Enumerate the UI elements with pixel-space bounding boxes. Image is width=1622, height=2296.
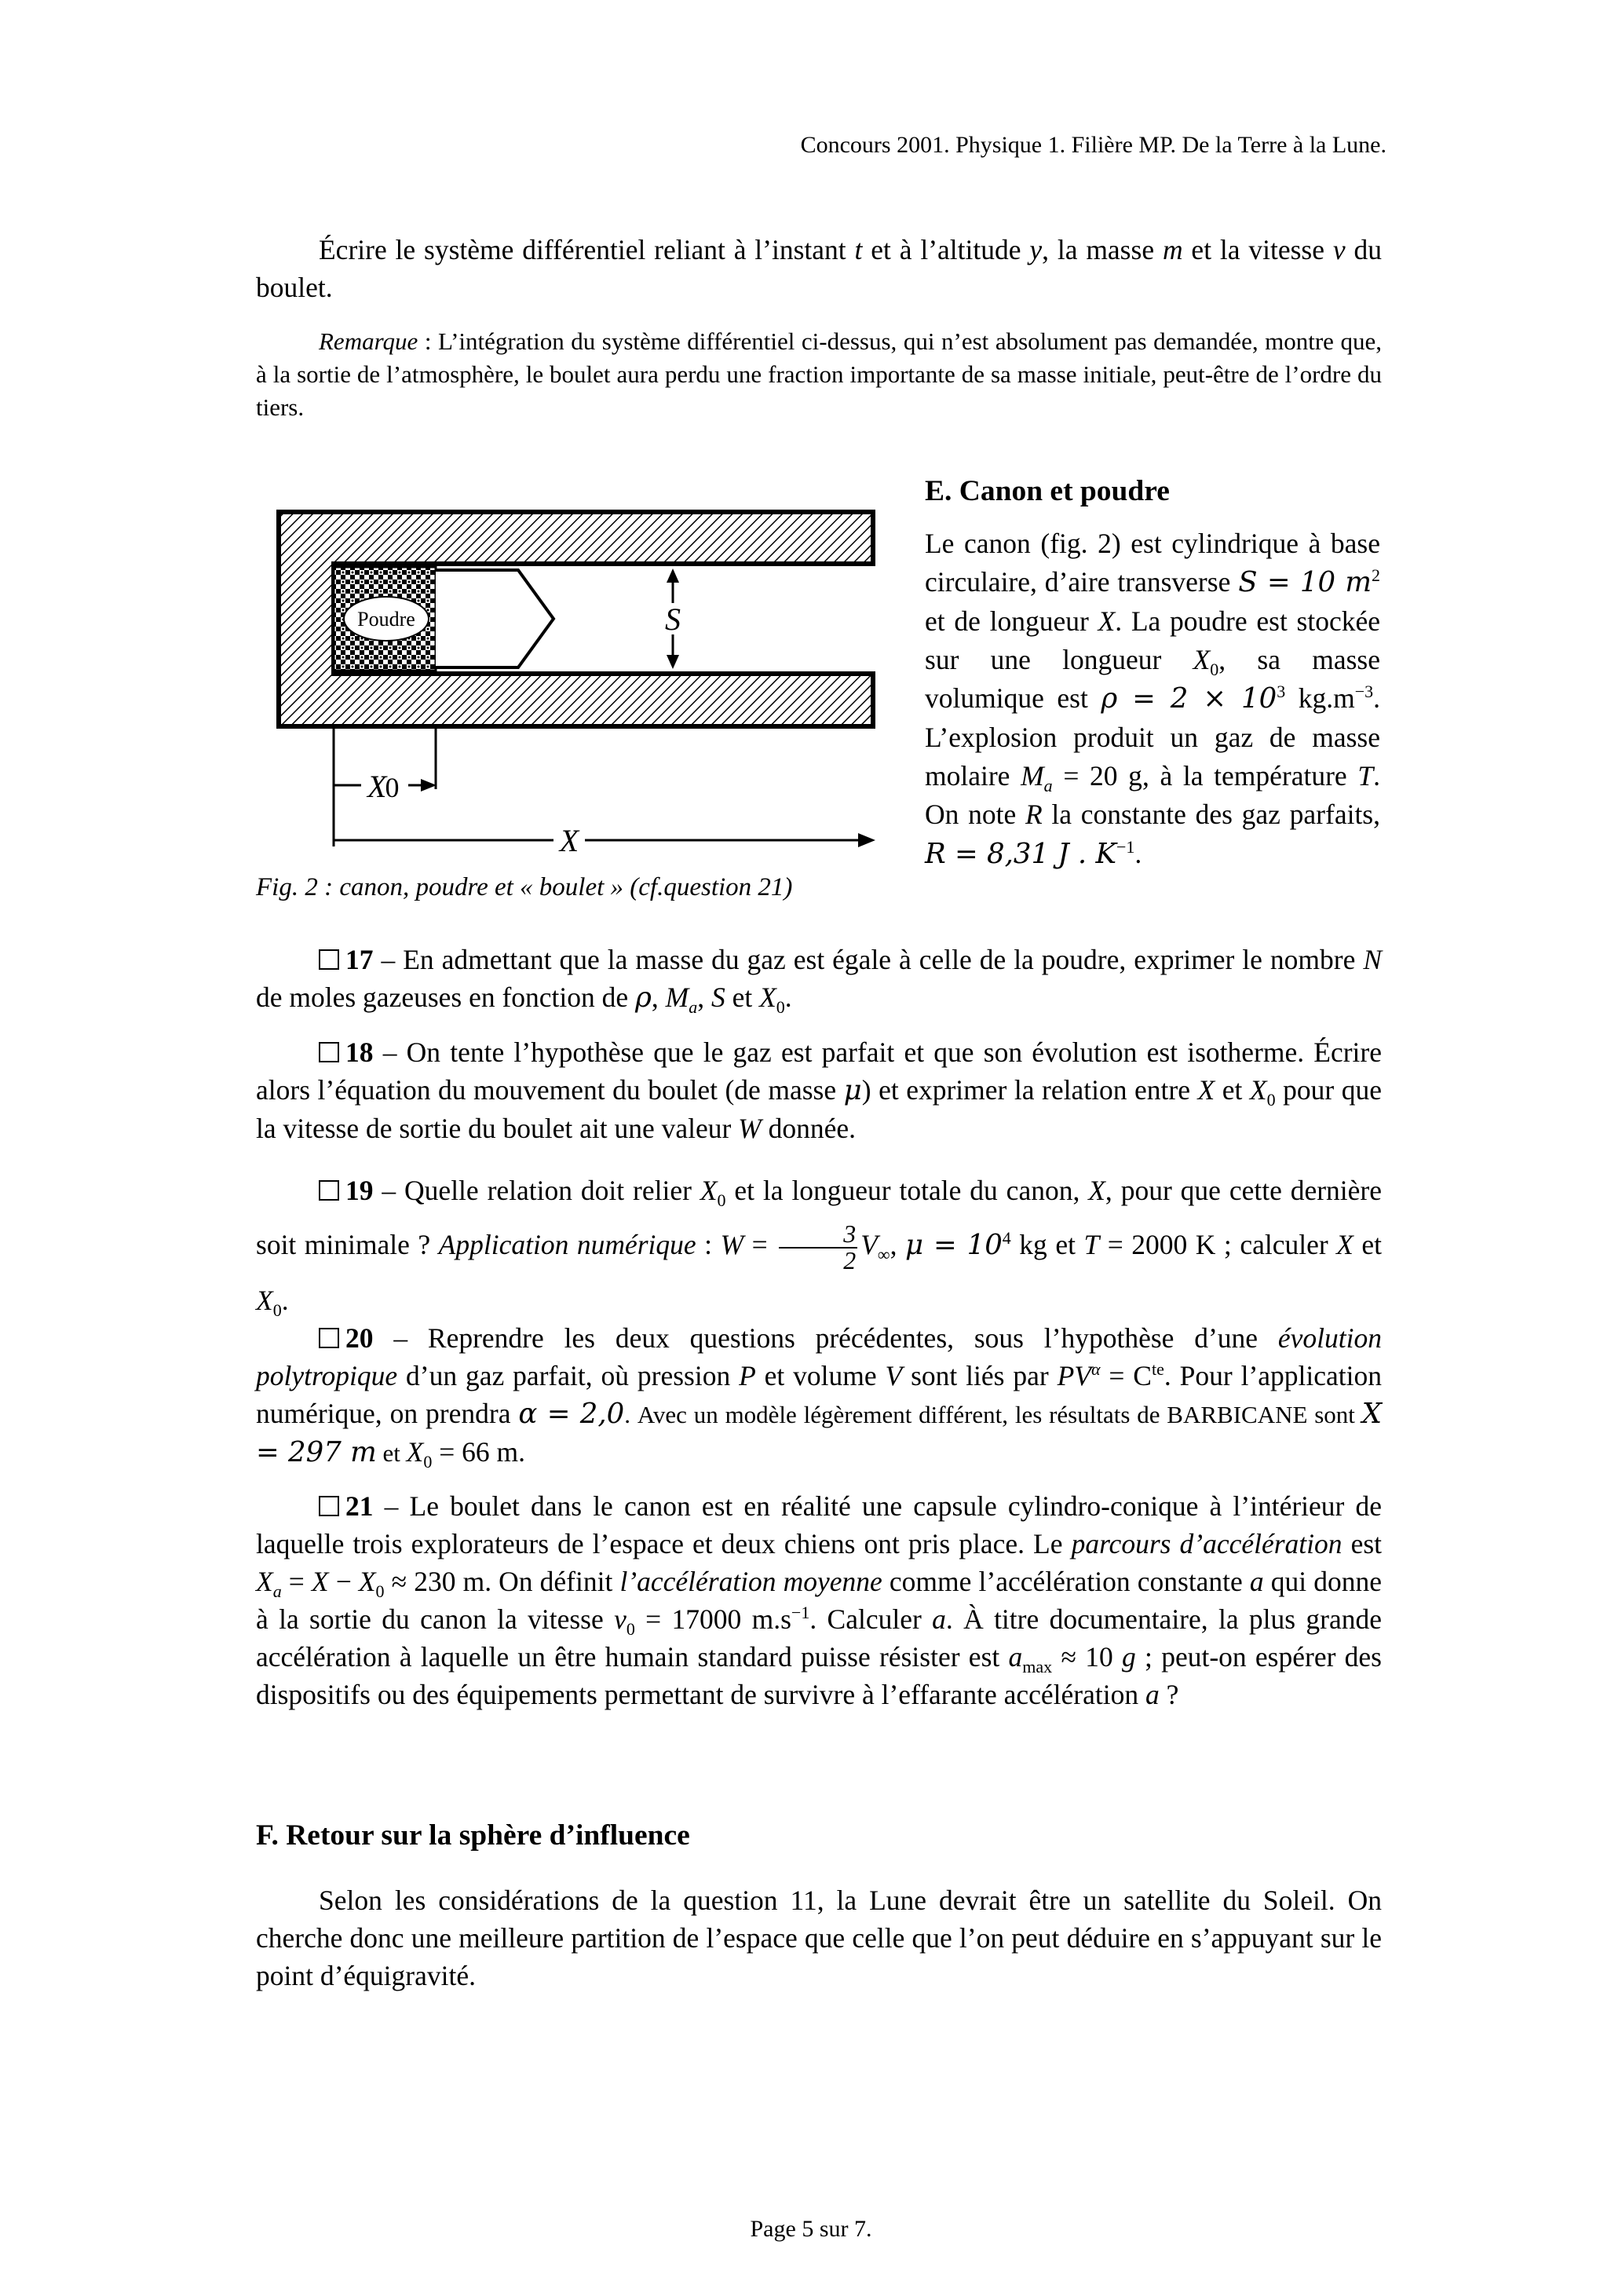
checkbox-icon — [319, 1328, 339, 1348]
page-header: Concours 2001. Physique 1. Filière MP. De la Terre à la Lune. — [800, 132, 1386, 158]
question-18: 18 – On tente l’hypothèse que le gaz est parfait et que son évolution est isotherme. Écrire alors l’équation du mouvement du boulet (de masse μ) et exprimer la relation entre X et $X_0$ pour que la vitesse de sortie du boulet ait une valeur W donnée. — [256, 1036, 1382, 1145]
question-21: 21 – Le boulet dans le canon est en réalité une capsule cylindro-conique à l’intérieur de laquelle trois explorateurs de l’espace et deux chiens ont pris place. Le parcours d’accélération est $X_a = X - X_0 \approx 230$ m. On définit l’accélération moyenne comme l’accélération constante a qui donne à la sortie du canon la vitesse $v_0 = 17000$ $m.s^{-1}$. Calculer a. À titre documentaire, la plus grande accélération à laquelle un être humain standard puisse résister est $a_{max} \approx 10$ g ; peut-on espérer des dispositifs ou des équipements permettant de survivre à l’effarante accélération a ? — [256, 1490, 1383, 1711]
section-f-text: Selon les considérations de la question 11, la Lune devrait être un satellite du Soleil. On cherche donc une meilleure partition de l’espace que celle que l’on peut déduire en s’appuyant sur le point d’équigravité. — [256, 1885, 1382, 1992]
cannon-figure — [251, 495, 903, 864]
figure-caption: Fig. 2 : canon, poudre et « boulet » (cf.question 21) — [256, 873, 793, 901]
checkbox-icon — [319, 1180, 339, 1201]
checkbox-icon — [319, 1042, 339, 1062]
section-f-title: F. Retour sur la sphère d’influence — [256, 1819, 690, 1852]
question-20: 20 – Reprendre les deux questions précédentes, sous l’hypothèse d’une évolution polytropique d’un gaz parfait, où pression P et volume V sont liés par $PV^\alpha = C^{te}$. Pour l’application numérique, on prendra α = 2,0. Avec un modèle légèrement différent, les résultats de BARBICANE sont X = 297 m et $X_0 = 66$ m. — [256, 1322, 1382, 1472]
remark-paragraph: Remarque : L’intégration du système différentiel ci-dessus, qui n’est absolument pas demandée, montre que, à la sortie de l’atmosphère, le boulet aura perdu une fraction importante de sa masse initiale, peut-être de l’ordre du tiers. — [256, 327, 1382, 422]
question-19: 19 – Quelle relation doit relier $X_0$ et la longueur totale du canon, X, pour que cette dernière soit minimale ? Application numérique : W = $\frac{3}{2}$ $V_\infty$, $\mu = 10^4$ kg et T = 2000 K ; calculer X et $X_0$. — [256, 1175, 1382, 1321]
page-number: Page 5 sur 7. — [750, 2216, 872, 2242]
x0-label: X0 — [367, 769, 400, 804]
checkbox-icon — [319, 949, 339, 970]
x-label: X — [559, 823, 579, 858]
section-e-text: Le canon (fig. 2) est cylindrique à base circulaire, d’aire transverse S = 10 $m^2$ et de longueur X. La poudre est stockée sur une longueur $X_0$, sa masse volumique est $\rho = 2 \times 10^3$ $kg.m^{-3}$. L’explosion produit un gaz de masse molaire $M_a = 20$ g, à la température T. On note R la constante des gaz parfaits, R = 8,31 J . $K^{-1}$. — [925, 528, 1381, 870]
section-e-title: E. Canon et poudre — [925, 475, 1170, 507]
checkbox-icon — [319, 1496, 339, 1516]
question-17: 17 – En admettant que la masse du gaz est égale à celle de la poudre, exprimer le nombre N de moles gazeuses en fonction de ρ, $M_a$, S et $X_0$. — [256, 944, 1382, 1018]
powder-label: Poudre — [357, 608, 415, 631]
s-label: S — [665, 601, 681, 637]
intro-paragraph: Écrire le système différentiel reliant à l’instant t et à l’altitude y, la masse m et la vitesse v du boulet. — [256, 234, 1382, 304]
projectile — [436, 570, 553, 667]
